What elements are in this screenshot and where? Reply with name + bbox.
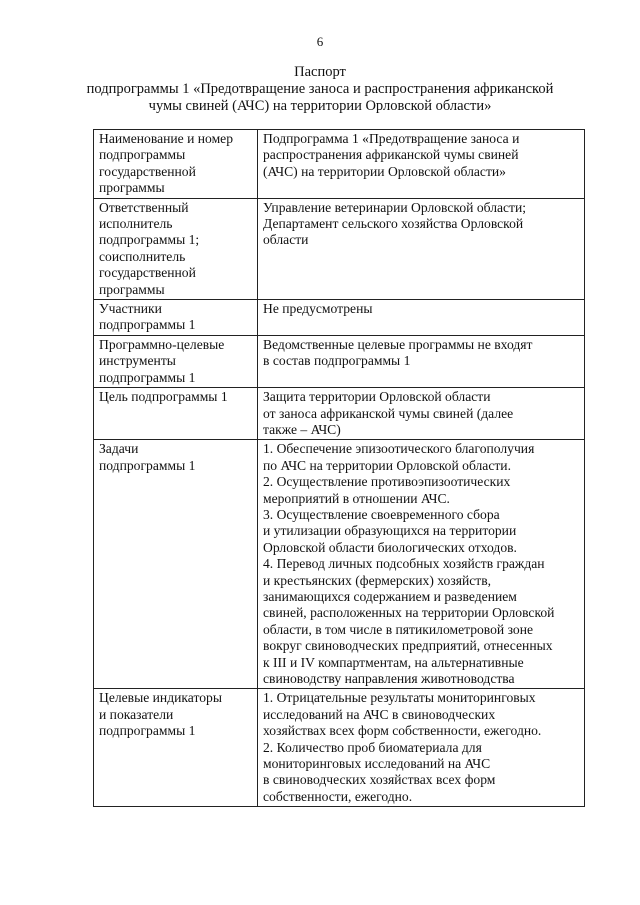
row-value-cell	[258, 300, 585, 336]
value-line: Управление ветеринарии Орловской области;	[263, 199, 527, 215]
table-row	[94, 689, 585, 807]
value-line: области, в том числе в пятикилометровой зоне	[263, 621, 534, 637]
value-line: Защита территории Орловской области	[263, 389, 491, 405]
document-title	[80, 64, 560, 115]
label-line: Цель подпрограммы 1	[99, 389, 228, 405]
value-line: области	[263, 232, 309, 248]
table-row	[94, 130, 585, 199]
table-row	[94, 440, 585, 689]
row-label-cell	[94, 440, 258, 689]
row-label-cell	[94, 300, 258, 336]
value-line: 1. Отрицательные результаты мониторинговых	[263, 690, 536, 706]
table-row	[94, 335, 585, 387]
label-line: Задачи	[99, 441, 139, 457]
row-value-cell	[258, 198, 585, 299]
label-line: подпрограммы 1	[99, 317, 196, 333]
row-value-cell	[258, 335, 585, 387]
value-line: Ведомственные целевые программы не входят	[263, 336, 533, 352]
value-line: в состав подпрограммы 1	[263, 353, 411, 369]
value-line: вокруг свиноводческих предприятий, отнесенных	[263, 638, 553, 654]
label-line: инструменты	[99, 353, 176, 369]
value-line: 1. Обеспечение эпизоотического благополучия	[263, 441, 535, 457]
row-label-cell	[94, 689, 258, 807]
value-line: 3. Осуществление своевременного сбора	[263, 506, 500, 522]
label-line: Целевые индикаторы	[99, 690, 222, 706]
label-line: подпрограммы 1	[99, 369, 196, 385]
value-line: к III и IV компартментам, на альтернативные	[263, 654, 524, 670]
value-line: (АЧС) на территории Орловской области»	[263, 163, 506, 179]
value-line: мероприятий в отношении АЧС.	[263, 490, 450, 506]
label-line: программы	[99, 281, 165, 297]
row-value-cell	[258, 440, 585, 689]
label-line: Программно-целевые	[99, 336, 225, 352]
label-line: государственной	[99, 163, 196, 179]
value-line: по АЧС на территории Орловской области.	[263, 457, 511, 473]
value-line: также – АЧС)	[263, 421, 341, 437]
table-row	[94, 300, 585, 336]
label-line: подпрограммы	[99, 147, 186, 163]
label-line: Участники	[99, 301, 162, 317]
value-line: Не предусмотрены	[263, 301, 373, 317]
value-line: в свиноводческих хозяйствах всех форм	[263, 772, 496, 788]
title-line-2: подпрограммы 1 «Предотвращение заноса и распространения африканской	[86, 81, 554, 97]
label-line: подпрограммы 1	[99, 723, 196, 739]
passport-table	[93, 129, 585, 807]
value-line: мониторинговых исследований на АЧС	[263, 756, 491, 772]
label-line: исполнитель	[99, 216, 173, 232]
label-line: Ответственный	[99, 199, 189, 215]
label-line: подпрограммы 1	[99, 457, 196, 473]
title-line-1: Паспорт	[294, 64, 346, 80]
row-label-cell	[94, 130, 258, 199]
value-line: Орловской области биологических отходов.	[263, 539, 517, 555]
value-line: и крестьянских (фермерских) хозяйств,	[263, 572, 492, 588]
value-line: 2. Количество проб биоматериала для	[263, 739, 482, 755]
value-line: и утилизации образующихся на территории	[263, 523, 517, 539]
row-label-cell	[94, 388, 258, 440]
row-value-cell	[258, 130, 585, 199]
table-row	[94, 388, 585, 440]
label-line: соисполнитель	[99, 248, 186, 264]
value-line: 2. Осуществление противоэпизоотических	[263, 474, 511, 490]
value-line: 4. Перевод личных подсобных хозяйств граждан	[263, 556, 545, 572]
row-label-cell	[94, 198, 258, 299]
label-line: государственной	[99, 265, 196, 281]
value-line: свиноводству направления животноводства	[263, 671, 515, 686]
value-line: Подпрограмма 1 «Предотвращение заноса и	[263, 131, 520, 146]
row-value-cell	[258, 689, 585, 807]
value-line: распространения африканской чумы свиней	[263, 147, 519, 163]
value-line: хозяйствах всех форм собственности, ежегодно.	[263, 723, 542, 739]
label-line: и показатели	[99, 706, 174, 722]
row-value-cell	[258, 388, 585, 440]
value-line: собственности, ежегодно.	[263, 788, 413, 804]
label-line: подпрограммы 1;	[99, 232, 200, 248]
value-line: от заноса африканской чумы свиней (далее	[263, 405, 514, 421]
page-number: 6	[316, 34, 324, 49]
title-line-3: чумы свиней (АЧС) на территории Орловской области»	[148, 98, 492, 114]
value-line: Департамент сельского хозяйства Орловской	[263, 216, 524, 232]
row-label-cell	[94, 335, 258, 387]
value-line: занимающихся содержанием и разведением	[263, 588, 517, 604]
passport-table-body	[94, 130, 585, 807]
value-line: свиней, расположенных на территории Орловской	[263, 605, 555, 621]
label-line: Наименование и номер	[99, 131, 234, 146]
table-row	[94, 198, 585, 299]
label-line: программы	[99, 180, 165, 196]
value-line: исследований на АЧС в свиноводческих	[263, 706, 496, 722]
